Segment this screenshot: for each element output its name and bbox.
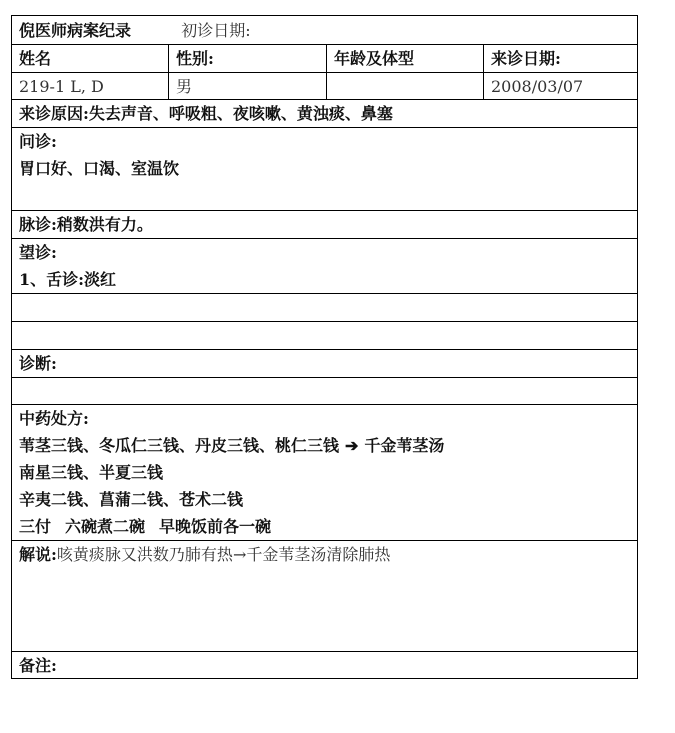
patient-name-value: 219-1 L, D [19, 77, 104, 96]
patient-header-row [11, 44, 638, 72]
blank-row-2 [11, 321, 638, 349]
prescription-label: 中药处方: [19, 409, 89, 428]
chief-complaint-row [11, 99, 638, 127]
explanation-text-a: 咳黄痰脉又洪数乃肺有热 [56, 545, 233, 564]
sex-header: 性别: [168, 45, 326, 72]
prescription-herbs-1: 苇茎三钱、冬瓜仁三钱、丹皮三钱、桃仁三钱 [19, 436, 340, 455]
patient-sex-value: 男 [168, 73, 326, 99]
explanation-label: 解说: [19, 545, 57, 564]
record-title: 倪医师病案纪录 [19, 21, 132, 40]
arrow-icon: → [232, 545, 247, 564]
inquiry-label: 问诊: [19, 132, 57, 151]
name-header: 姓名 [19, 49, 52, 68]
age-header: 年龄及体型 [326, 45, 483, 72]
diagnosis-label: 诊断: [19, 354, 57, 373]
pulse-label: 脉诊: [19, 215, 57, 234]
dosage-timing: 早晚饭前各一碗 [159, 517, 272, 536]
decoction-method: 六碗煮二碗 [65, 517, 146, 536]
prescription-line-2: 南星三钱、半夏三钱 [19, 463, 164, 482]
inspection-label: 望诊: [19, 243, 57, 262]
right-arrow-icon: ➔ [345, 436, 359, 455]
visit-date-value: 2008/03/07 [483, 73, 637, 99]
blank-row-1 [11, 293, 638, 321]
patient-age-value [326, 73, 483, 99]
pulse-value: 稍数洪有力。 [56, 215, 153, 234]
tongue-diagnosis: 1、舌诊:淡红 [19, 270, 117, 289]
prescription-line-3: 辛夷二钱、菖蒲二钱、苍术二钱 [19, 490, 244, 509]
patient-values-row [11, 72, 638, 99]
pulse-row [11, 210, 638, 238]
diagnosis-row [11, 349, 638, 377]
explanation-text-b: 千金苇茎汤清除肺热 [246, 545, 391, 564]
notes-row [11, 651, 638, 679]
dosage-count: 三付 [19, 517, 52, 536]
inquiry-section [11, 127, 638, 210]
prescription-section [11, 404, 638, 540]
chief-complaint-value: 失去声音、呼吸粗、夜咳嗽、黄浊痰、鼻塞 [88, 104, 393, 123]
chief-complaint-label: 来诊原因: [19, 104, 89, 123]
title-row [11, 15, 638, 44]
prescription-line-1 [19, 432, 630, 459]
explanation-section [11, 540, 638, 651]
prescription-formula: 千金苇茎汤 [364, 436, 445, 455]
first-visit-date-label: 初诊日期: [181, 21, 251, 40]
prescription-line-4 [19, 513, 630, 540]
diagnosis-blank-row [11, 377, 638, 404]
visit-date-header: 来诊日期: [483, 45, 637, 72]
notes-label: 备注: [19, 656, 57, 675]
inspection-section [11, 238, 638, 293]
inquiry-text: 胃口好、口渴、室温饮 [19, 159, 180, 178]
medical-record-form [11, 15, 638, 679]
